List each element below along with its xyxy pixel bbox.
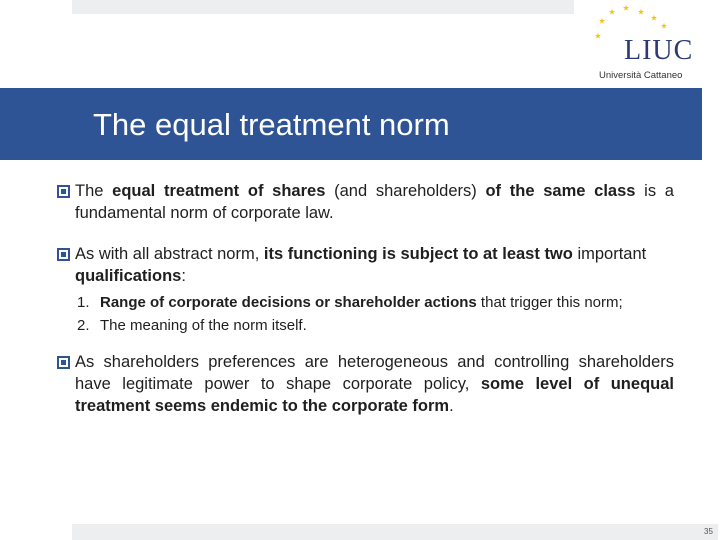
bullet-equal-treatment: [54, 180, 674, 224]
bullet-text: [75, 353, 674, 415]
text-run-bold: equal treatment of shares: [112, 182, 326, 200]
list-item: [75, 293, 674, 312]
logo-wordmark: LIUC: [624, 35, 694, 66]
list-item: [75, 316, 674, 335]
slide-content: [54, 180, 674, 417]
bullet-text: [75, 182, 674, 222]
square-bullet-icon: [57, 185, 70, 198]
star-icon: [595, 33, 601, 39]
text-run: As shareholders preferences are heterogeneous and controlling shareholders have legitimate power to shape corporate policy,: [75, 353, 674, 393]
text-run: that trigger this norm;: [476, 294, 623, 311]
liuc-logo: [588, 4, 700, 84]
page-number: 35: [704, 527, 713, 536]
text-run: itself.: [267, 317, 307, 334]
text-run-bold: its functioning is subject to at least two: [263, 245, 573, 263]
qualifications-list: [75, 293, 674, 335]
square-bullet-icon: [57, 248, 70, 261]
star-icon: [651, 15, 657, 21]
square-bullet-icon: [57, 356, 70, 369]
bullet-qualifications: [54, 243, 674, 287]
bottom-decorative-strip: [72, 524, 718, 540]
text-run-bold: qualifications: [75, 267, 182, 285]
star-icon: [661, 23, 667, 29]
text-run: .: [449, 397, 454, 415]
bullet-text: [75, 245, 646, 285]
text-run: :: [181, 267, 186, 285]
logo-subtitle: Università Cattaneo: [599, 70, 683, 81]
star-icon: [609, 9, 615, 15]
star-icon: [623, 5, 629, 11]
text-run: The: [75, 182, 113, 200]
text-run: important: [572, 245, 647, 263]
star-icon: [638, 9, 644, 15]
text-run: is a fundamental norm of corporate law.: [75, 182, 674, 222]
text-run-bold: of the same class: [485, 182, 636, 200]
text-run: As with all abstract norm,: [75, 245, 264, 263]
top-decorative-strip: [72, 0, 574, 14]
star-icon: [599, 18, 605, 24]
text-run-bold: some level of unequal treatment seems endemic to the corporate form: [75, 375, 674, 415]
bullet-unequal-treatment: [54, 351, 674, 417]
list-number: 1.: [77, 294, 90, 311]
list-number: 2.: [77, 317, 90, 334]
text-run: (and shareholders): [325, 182, 486, 200]
text-run: The meaning of the norm: [100, 317, 268, 334]
slide-title: The equal treatment norm: [93, 107, 450, 142]
text-run-bold: Range of corporate decisions or shareholder actions: [100, 294, 477, 311]
